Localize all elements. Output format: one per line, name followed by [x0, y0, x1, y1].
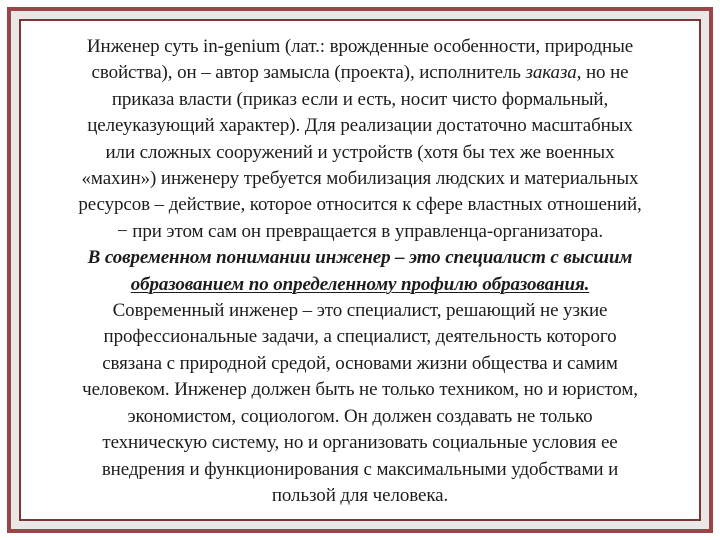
definition-line: В современном понимании инженер – это специалист с высшим — [87, 247, 633, 269]
text-line: или сложных сооружений и устройств (хотя бы тех же военных — [105, 141, 615, 163]
text-line: − при этом сам он превращается в управленца-организатора. — [116, 220, 604, 242]
text-segment: свойства), он – автор замысла (проекта), исполнитель — [91, 62, 526, 84]
definition-line-underlined: образованием по определенному профилю образования. — [130, 273, 590, 295]
text-line: профессиональные задачи, а специалист, деятельность которого — [103, 326, 617, 348]
text-line: человеком. Инженер должен быть не только техником, но и юристом, — [82, 379, 638, 401]
text-line: ресурсов – действие, которое относится к сфере властных отношений, — [78, 194, 642, 216]
text-line: экономистом, социологом. Он должен создавать не только — [127, 405, 593, 427]
text-line: техническую систему, но и организовать социальные условия ее — [102, 432, 618, 454]
text-line: целеуказующий характер). Для реализации достаточно масштабных — [87, 115, 633, 137]
text-segment: но не — [581, 62, 629, 84]
text-line — [21, 60, 699, 86]
slide-text — [21, 34, 699, 509]
italic-word: заказа, — [525, 62, 582, 84]
text-line: «махин») инженеру требуется мобилизация людских и материальных — [81, 168, 639, 190]
text-line: пользой для человека. — [271, 484, 449, 506]
text-line: Современный инженер – это специалист, решающий не узкие — [112, 300, 608, 322]
text-line: приказа власти (приказ если и есть, носит чисто формальный, — [111, 88, 609, 110]
text-line: Инженер суть in-genium (лат.: врожденные особенности, природные — [86, 36, 634, 57]
text-line: внедрения и функционирования с максимальными удобствами и — [101, 458, 619, 480]
text-line: связана с природной средой, основами жизни общества и самим — [102, 352, 618, 374]
